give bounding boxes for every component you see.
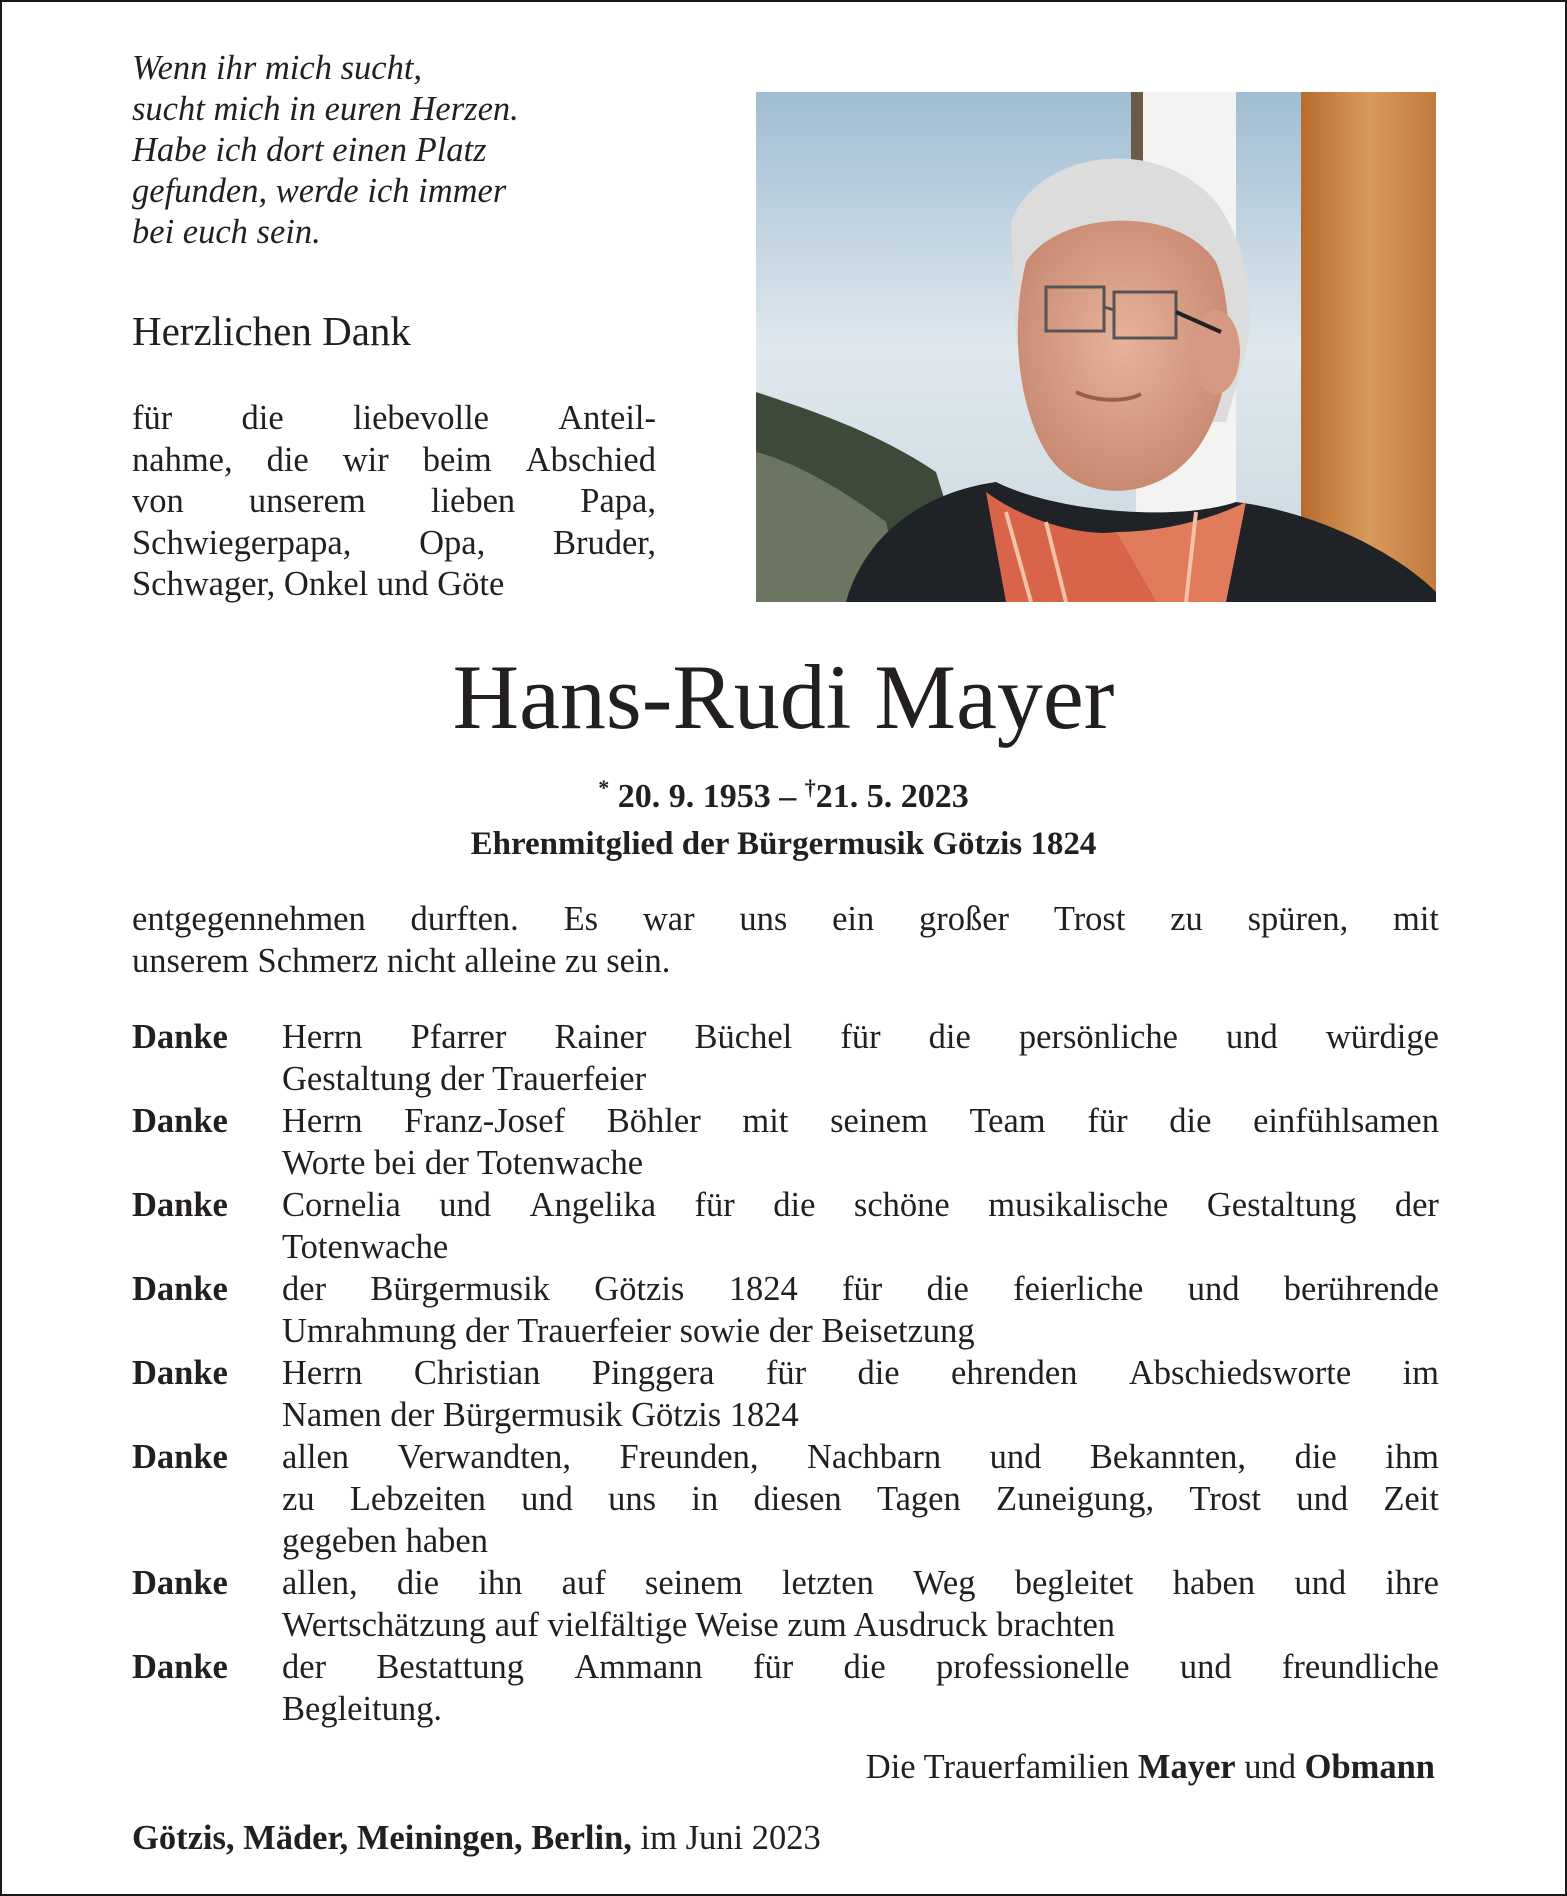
- word: die: [266, 440, 309, 479]
- word: für: [694, 1186, 735, 1224]
- signature-line: [866, 1746, 1435, 1788]
- word: und: [1296, 1480, 1349, 1518]
- word: von: [132, 482, 184, 520]
- thanks-text-line: [282, 1478, 1439, 1520]
- thanks-text: [282, 1016, 1439, 1100]
- word: mit: [742, 1102, 789, 1140]
- portrait-photo: [756, 92, 1436, 602]
- thanks-text-line: [282, 1184, 1439, 1226]
- thanks-item: [132, 1562, 1439, 1646]
- thanks-item: [132, 1646, 1439, 1730]
- word: Schwiegerpapa,: [132, 523, 352, 562]
- poem-line: Wenn ihr mich sucht,: [132, 49, 423, 87]
- word: und: [1294, 1564, 1347, 1602]
- word: Es: [563, 900, 599, 938]
- thanks-text-line: Namen der Bürgermusik Götzis 1824: [282, 1396, 799, 1434]
- continuation-line: unserem Schmerz nicht alleine zu sein.: [132, 942, 671, 980]
- thanks-label: Danke: [132, 1018, 228, 1056]
- word: Zeit: [1383, 1480, 1439, 1518]
- word: für: [842, 1270, 883, 1308]
- word: feierliche: [1013, 1270, 1144, 1308]
- word: 1824: [728, 1270, 798, 1308]
- word: war: [642, 900, 695, 938]
- thanks-label: Danke: [132, 1102, 228, 1140]
- word: mit: [1392, 900, 1439, 938]
- thanks-text-line: [282, 1016, 1439, 1058]
- word: begleitet: [1014, 1564, 1134, 1602]
- word: großer: [919, 900, 1010, 938]
- word: Bestattung: [376, 1648, 524, 1686]
- poem-line: sucht mich in euren Herzen.: [132, 90, 519, 128]
- word: seinem: [830, 1102, 928, 1140]
- thanks-list: [132, 1016, 1439, 1730]
- word: Cornelia: [282, 1186, 401, 1224]
- death-cross-icon: †: [804, 775, 816, 800]
- intro-line: [132, 523, 656, 565]
- thanks-text: [282, 1184, 1439, 1268]
- continuation-line: [132, 898, 1439, 940]
- word: die: [241, 399, 284, 437]
- life-dates: [2, 766, 1565, 819]
- word: und: [989, 1438, 1042, 1476]
- thanks-label: Danke: [132, 1564, 228, 1602]
- memorial-poem: [132, 48, 692, 253]
- continuation-paragraph: [132, 898, 1439, 982]
- word: freundliche: [1281, 1648, 1439, 1686]
- honorary-membership: Ehrenmitglied der Bürgermusik Götzis 1824: [470, 826, 1097, 862]
- thanks-text: [282, 1436, 1439, 1562]
- word: Zuneigung,: [996, 1480, 1155, 1518]
- thanks-text-line: Worte bei der Totenwache: [282, 1144, 644, 1182]
- thanks-label: Danke: [132, 1270, 228, 1308]
- word: liebevolle: [352, 399, 489, 437]
- place-date-line: [132, 1817, 821, 1859]
- word: Christian: [413, 1354, 541, 1392]
- word: ihn: [478, 1564, 523, 1602]
- word: nahme,: [132, 440, 233, 479]
- word: uns: [739, 900, 788, 938]
- word: Bekannten,: [1089, 1438, 1247, 1476]
- family-name-obmann: Obmann: [1304, 1748, 1435, 1786]
- thanks-text-line: Gestaltung der Trauerfeier: [282, 1060, 647, 1098]
- word: für: [840, 1018, 881, 1056]
- word: persönliche: [1018, 1018, 1178, 1056]
- word: auf: [561, 1564, 606, 1602]
- word: Freunden,: [619, 1438, 759, 1476]
- portrait-image: [756, 92, 1436, 602]
- word: beim: [422, 440, 492, 479]
- word: seinem: [644, 1564, 743, 1602]
- deceased-name: Hans-Rudi Mayer: [452, 646, 1115, 748]
- word: der: [1394, 1186, 1439, 1224]
- word: die: [928, 1018, 971, 1056]
- word: die: [396, 1564, 440, 1602]
- word: uns: [608, 1480, 657, 1518]
- signature-conjunction: und: [1244, 1748, 1296, 1786]
- date-text: im Juni 2023: [640, 1819, 821, 1857]
- word: Böhler: [606, 1102, 701, 1140]
- word: schöne: [853, 1186, 950, 1224]
- word: Bürgermusik: [370, 1270, 550, 1308]
- word: professionelle: [936, 1648, 1130, 1686]
- word: für: [752, 1648, 794, 1686]
- word: der: [282, 1270, 327, 1308]
- intro-line: [132, 398, 656, 440]
- word: unserem: [248, 482, 366, 520]
- word: haben: [1172, 1564, 1256, 1602]
- signature-prefix: Die Trauerfamilien: [865, 1748, 1130, 1786]
- word: und: [439, 1186, 492, 1224]
- word: Anteil-: [558, 399, 656, 437]
- word: allen: [282, 1438, 350, 1476]
- thanks-heading: Herzlichen Dank: [132, 308, 411, 354]
- thanks-text-line: Umrahmung der Trauerfeier sowie der Beisetzung: [282, 1312, 975, 1350]
- word: Verwandten,: [397, 1438, 571, 1476]
- word: Rainer: [554, 1018, 647, 1056]
- word: einfühlsamen: [1253, 1102, 1439, 1140]
- word: Nachbarn: [806, 1438, 942, 1476]
- word: für: [765, 1354, 807, 1392]
- poem-line: gefunden, werde ich immer: [132, 172, 507, 210]
- thanks-text-line: [282, 1646, 1439, 1688]
- word: lieben: [430, 482, 516, 520]
- thanks-text-line: [282, 1562, 1439, 1604]
- places: Götzis, Mäder, Meiningen, Berlin,: [132, 1819, 632, 1857]
- word: und: [1179, 1648, 1232, 1686]
- word: Büchel: [694, 1018, 793, 1056]
- word: Opa,: [419, 523, 486, 562]
- word: Götzis: [594, 1270, 685, 1308]
- thanks-text: [282, 1646, 1439, 1730]
- word: Bruder,: [552, 523, 656, 562]
- word: würdige: [1325, 1018, 1439, 1056]
- word: für: [132, 399, 173, 437]
- word: der: [282, 1648, 327, 1686]
- word: entgegennehmen: [132, 900, 366, 938]
- word: Ammann: [574, 1648, 703, 1686]
- word: durften.: [410, 900, 519, 938]
- word: und: [521, 1480, 573, 1518]
- word: Trost: [1053, 900, 1126, 938]
- word: Herrn: [282, 1018, 363, 1056]
- thanks-text-line: Wertschätzung auf vielfältige Weise zum Ausdruck brachten: [282, 1606, 1116, 1644]
- word: und: [1187, 1270, 1240, 1308]
- word: im: [1402, 1354, 1439, 1392]
- word: Pfarrer: [410, 1018, 507, 1056]
- death-date: 21. 5. 2023: [815, 778, 969, 815]
- word: musikalische: [988, 1186, 1169, 1224]
- thanks-text: [282, 1100, 1439, 1184]
- word: und: [1226, 1018, 1278, 1056]
- word: Team: [969, 1102, 1046, 1140]
- word: Angelika: [529, 1186, 657, 1224]
- thanks-item: [132, 1352, 1439, 1436]
- thanks-text-line: gegeben haben: [282, 1522, 488, 1560]
- word: für: [1087, 1102, 1128, 1140]
- word: Lebzeiten: [349, 1480, 486, 1518]
- thanks-text-line: [282, 1436, 1439, 1478]
- word: ihm: [1385, 1438, 1439, 1476]
- word: Herrn: [282, 1354, 363, 1392]
- thanks-text: [282, 1562, 1439, 1646]
- thanks-item: [132, 1016, 1439, 1100]
- word: die: [1294, 1438, 1337, 1476]
- word: Franz-Josef: [404, 1102, 566, 1140]
- thanks-item: [132, 1184, 1439, 1268]
- word: in: [691, 1480, 719, 1518]
- word: Trost: [1189, 1480, 1262, 1518]
- thanks-label: Danke: [132, 1186, 228, 1224]
- poem-line: bei euch sein.: [132, 213, 321, 251]
- word: Pinggera: [591, 1354, 715, 1392]
- word: Papa,: [580, 482, 656, 520]
- word: ihre: [1385, 1564, 1439, 1602]
- word: berührende: [1283, 1270, 1439, 1308]
- date-separator: –: [779, 778, 797, 815]
- word: ehrenden: [951, 1354, 1078, 1392]
- thanks-text: [282, 1352, 1439, 1436]
- poem-line: Habe ich dort einen Platz: [132, 131, 487, 169]
- thanks-label: Danke: [132, 1354, 228, 1392]
- word: allen,: [282, 1564, 358, 1602]
- thanks-text-line: Begleitung.: [282, 1690, 443, 1728]
- thanks-text-line: [282, 1268, 1439, 1310]
- word: wir: [342, 440, 389, 479]
- word: Tagen: [876, 1480, 961, 1518]
- thanks-text-line: [282, 1352, 1439, 1394]
- word: diesen: [753, 1480, 842, 1518]
- word: zu: [1170, 900, 1203, 938]
- word: Abschied: [525, 440, 656, 479]
- word: die: [857, 1354, 900, 1392]
- thanks-label: Danke: [132, 1438, 228, 1476]
- thanks-text: [282, 1268, 1439, 1352]
- word: Herrn: [282, 1102, 363, 1140]
- word: spüren,: [1247, 900, 1349, 938]
- intro-line: [132, 481, 656, 523]
- thanks-text-line: Totenwache: [282, 1228, 449, 1266]
- word: ein: [832, 900, 875, 938]
- thanks-item: [132, 1268, 1439, 1352]
- thanks-label: Danke: [132, 1648, 228, 1686]
- obituary-notice: [2, 2, 1565, 1894]
- thanks-item: [132, 1100, 1439, 1184]
- birth-date: 20. 9. 1953: [617, 778, 771, 815]
- birth-asterisk-icon: *: [598, 775, 610, 800]
- intro-paragraph: [132, 398, 656, 606]
- word: Gestaltung: [1206, 1186, 1357, 1224]
- word: zu: [282, 1480, 315, 1518]
- intro-line: [132, 440, 656, 482]
- family-name-mayer: Mayer: [1137, 1748, 1236, 1786]
- intro-line: Schwager, Onkel und Göte: [132, 565, 505, 603]
- word: die: [1169, 1102, 1212, 1140]
- thanks-text-line: [282, 1100, 1439, 1142]
- word: Weg: [913, 1564, 976, 1602]
- word: die: [843, 1648, 886, 1686]
- word: Abschiedsworte: [1128, 1354, 1352, 1392]
- word: die: [926, 1270, 969, 1308]
- thanks-item: [132, 1436, 1439, 1562]
- word: die: [773, 1186, 816, 1224]
- word: letzten: [781, 1564, 874, 1602]
